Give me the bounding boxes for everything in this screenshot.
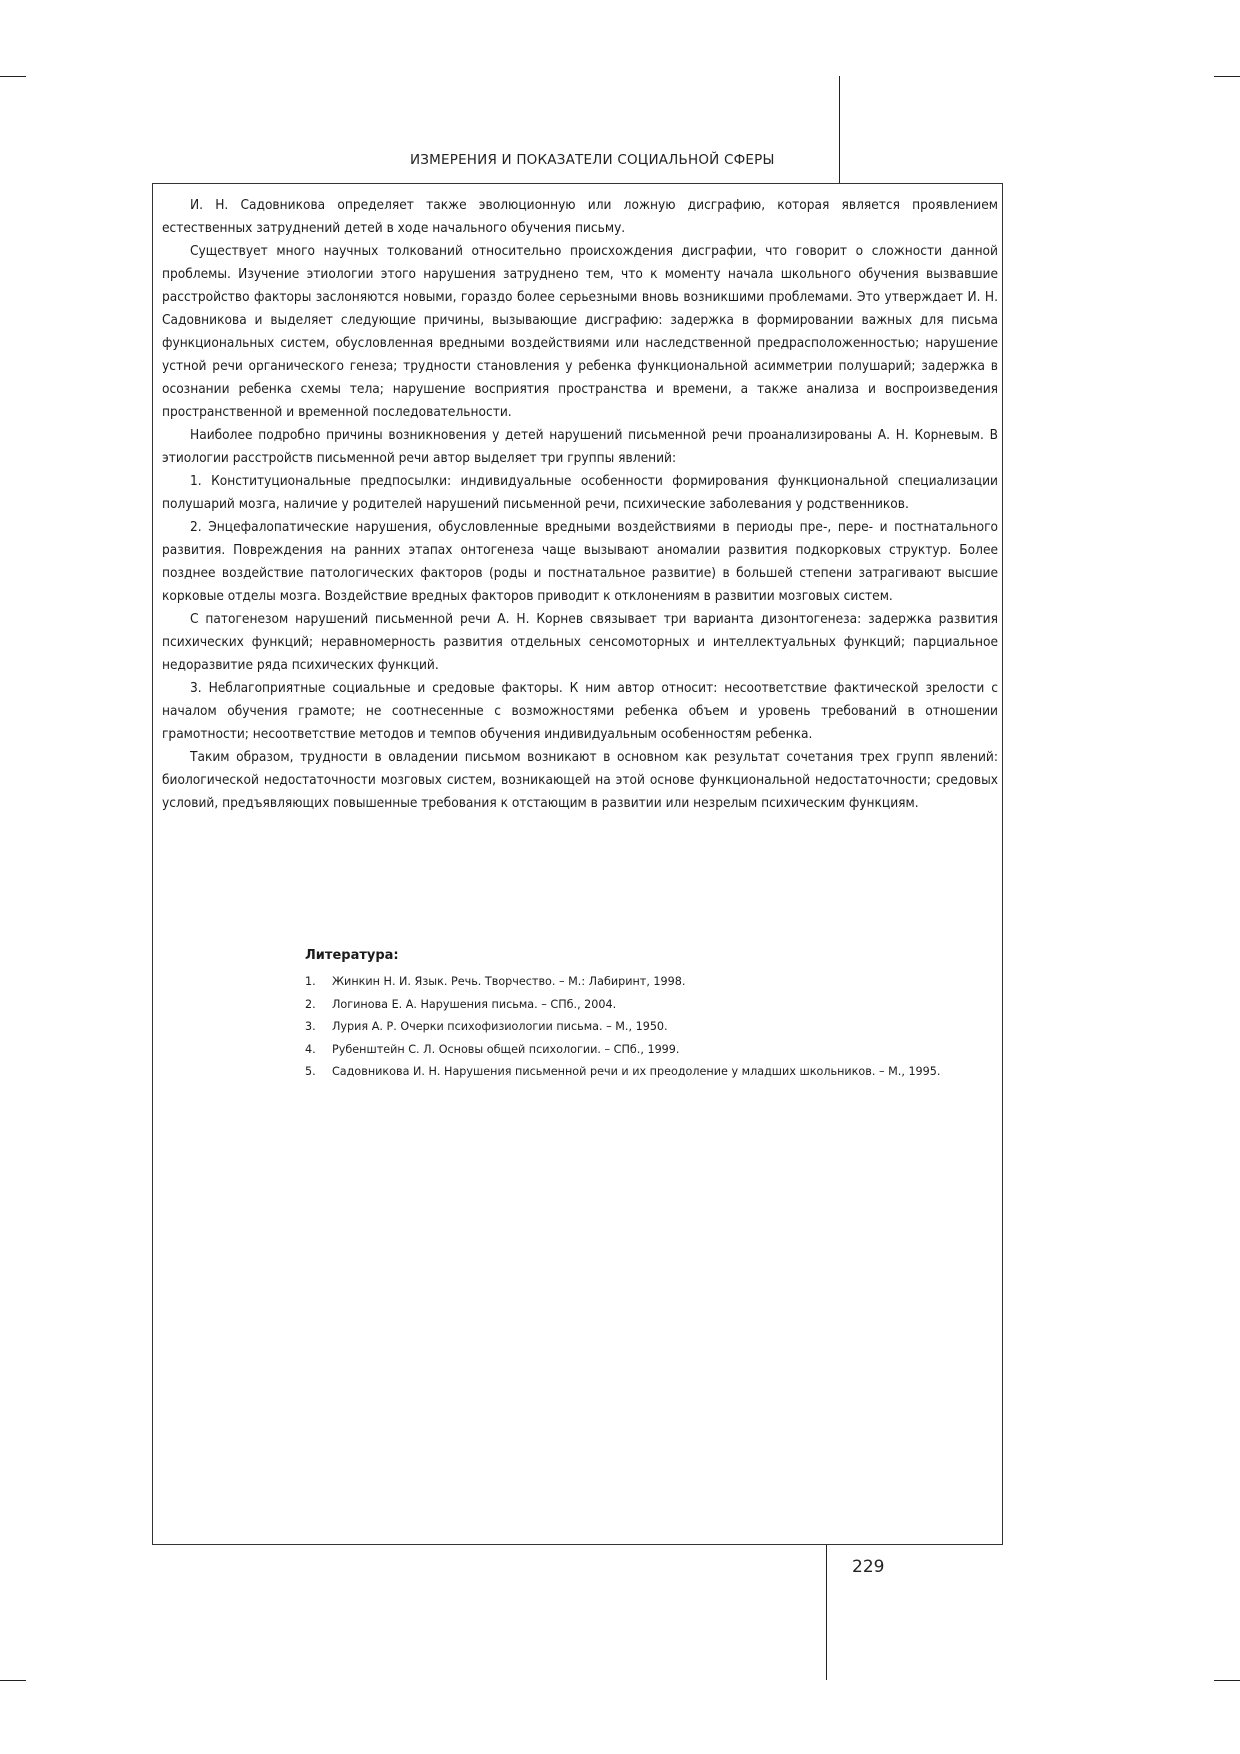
reference-item: [305, 971, 995, 994]
paragraph: Существует много научных толкований относительно происхождения дисграфии, что говорит о сложности данной проблемы. Изучение этиологии этого нарушения затруднено тем, что к моменту начала школьного обучения вызвавшие расстройство факторы заслоняются новыми, гораздо более серьезными вновь возникшими проблемами. Это утверждает И. Н. Садовникова и выделяет следующие причины, вызывающие дисграфию: задержка в формировании важных для письма функциональных систем, обусловленная вредными воздействиями или наследственной предрасположенностью; нарушение устной речи органического генеза; трудности становления у ребенка функциональной асимметрии полушарий; задержка в осознании ребенка схемы тела; нарушение восприятия пространства и времени, а также анализа и воспроизведения пространственной и временной последовательности.: [162, 243, 998, 420]
paragraph: Таким образом, трудности в овладении письмом возникают в основном как результат сочетания трех групп явлений: биологической недостаточности мозговых систем, возникающей на этой основе функциональной недостаточности; средовых условий, предъявляющих повышенные требования к отстающим в развитии или незрелым психическим функциям.: [162, 749, 998, 811]
running-header: ИЗМЕРЕНИЯ И ПОКАЗАТЕЛИ СОЦИАЛЬНОЙ СФЕРЫ: [410, 152, 775, 168]
reference-number: 3.: [305, 1020, 316, 1033]
reference-number: 5.: [305, 1065, 316, 1078]
reference-item: [305, 994, 995, 1017]
crop-mark-bottom-left: [0, 1680, 26, 1681]
paragraph: 1. Конституциональные предпосылки: индивидуальные особенности формирования функциональной специализации полушарий мозга, наличие у родителей нарушений письменной речи, психические заболевания у родственников.: [162, 473, 998, 512]
reference-text: Рубенштейн С. Л. Основы общей психологии. – СПб., 1999.: [332, 1042, 680, 1056]
page-number: 229: [852, 1557, 885, 1577]
references-list: [305, 971, 995, 1084]
paragraph: И. Н. Садовникова определяет также эволюционную или ложную дисграфию, которая является проявлением естественных затруднений детей в ходе начального обучения письму.: [162, 197, 998, 236]
reference-item: [305, 1061, 995, 1084]
reference-text: Логинова Е. А. Нарушения письма. – СПб., 2004.: [332, 997, 617, 1011]
reference-number: 1.: [305, 975, 316, 988]
reference-item: [305, 1039, 995, 1062]
reference-number: 2.: [305, 997, 316, 1011]
references-section: [305, 948, 995, 1084]
crop-mark-top-right: [1214, 76, 1240, 77]
reference-text: Садовникова И. Н. Нарушения письменной речи и их преодоление у младших школьников. – М., 1995.: [332, 1065, 941, 1078]
paragraph: 2. Энцефалопатические нарушения, обусловленные вредными воздействиями в периоды пре-, пере- и постнатального развития. Повреждения на ранних этапах онтогенеза чаще вызывают аномалии развития подкорковых структур. Более позднее воздействие патологических факторов (роды и постнатальное развитие) в большей степени затрагивают высшие корковые отделы мозга. Воздействие вредных факторов приводит к отклонениям в развитии мозговых систем.: [162, 519, 998, 604]
references-title: Литература:: [305, 948, 399, 963]
paragraph: 3. Неблагоприятные социальные и средовые факторы. К ним автор относит: несоответствие фактической зрелости с началом обучения грамоте; не соотнесенные с возможностями ребенка объем и уровень требований в отношении грамотности; несоответствие методов и темпов обучения индивидуальным особенностям ребенка.: [162, 680, 998, 742]
column-rule-top: [839, 76, 840, 183]
reference-text: Жинкин Н. И. Язык. Речь. Творчество. – М.: Лабиринт, 1998.: [332, 975, 686, 988]
reference-item: [305, 1016, 995, 1039]
crop-mark-bottom-right: [1214, 1680, 1240, 1681]
paragraph: С патогенезом нарушений письменной речи А. Н. Корнев связывает три варианта дизонтогенеза: задержка развития психических функций; неравномерность развития отдельных сенсомоторных и интеллектуальных функций; парциальное недоразвитие ряда психических функций.: [162, 611, 998, 673]
crop-mark-top-left: [0, 76, 26, 77]
paragraph: Наиболее подробно причины возникновения у детей нарушений письменной речи проанализированы А. Н. Корневым. В этиологии расстройств письменной речи автор выделяет три группы явлений:: [162, 427, 998, 466]
article-body: [162, 194, 998, 815]
reference-text: Лурия А. Р. Очерки психофизиологии письма. – М., 1950.: [332, 1020, 668, 1033]
column-rule-bottom: [826, 1545, 827, 1680]
reference-number: 4.: [305, 1042, 316, 1056]
